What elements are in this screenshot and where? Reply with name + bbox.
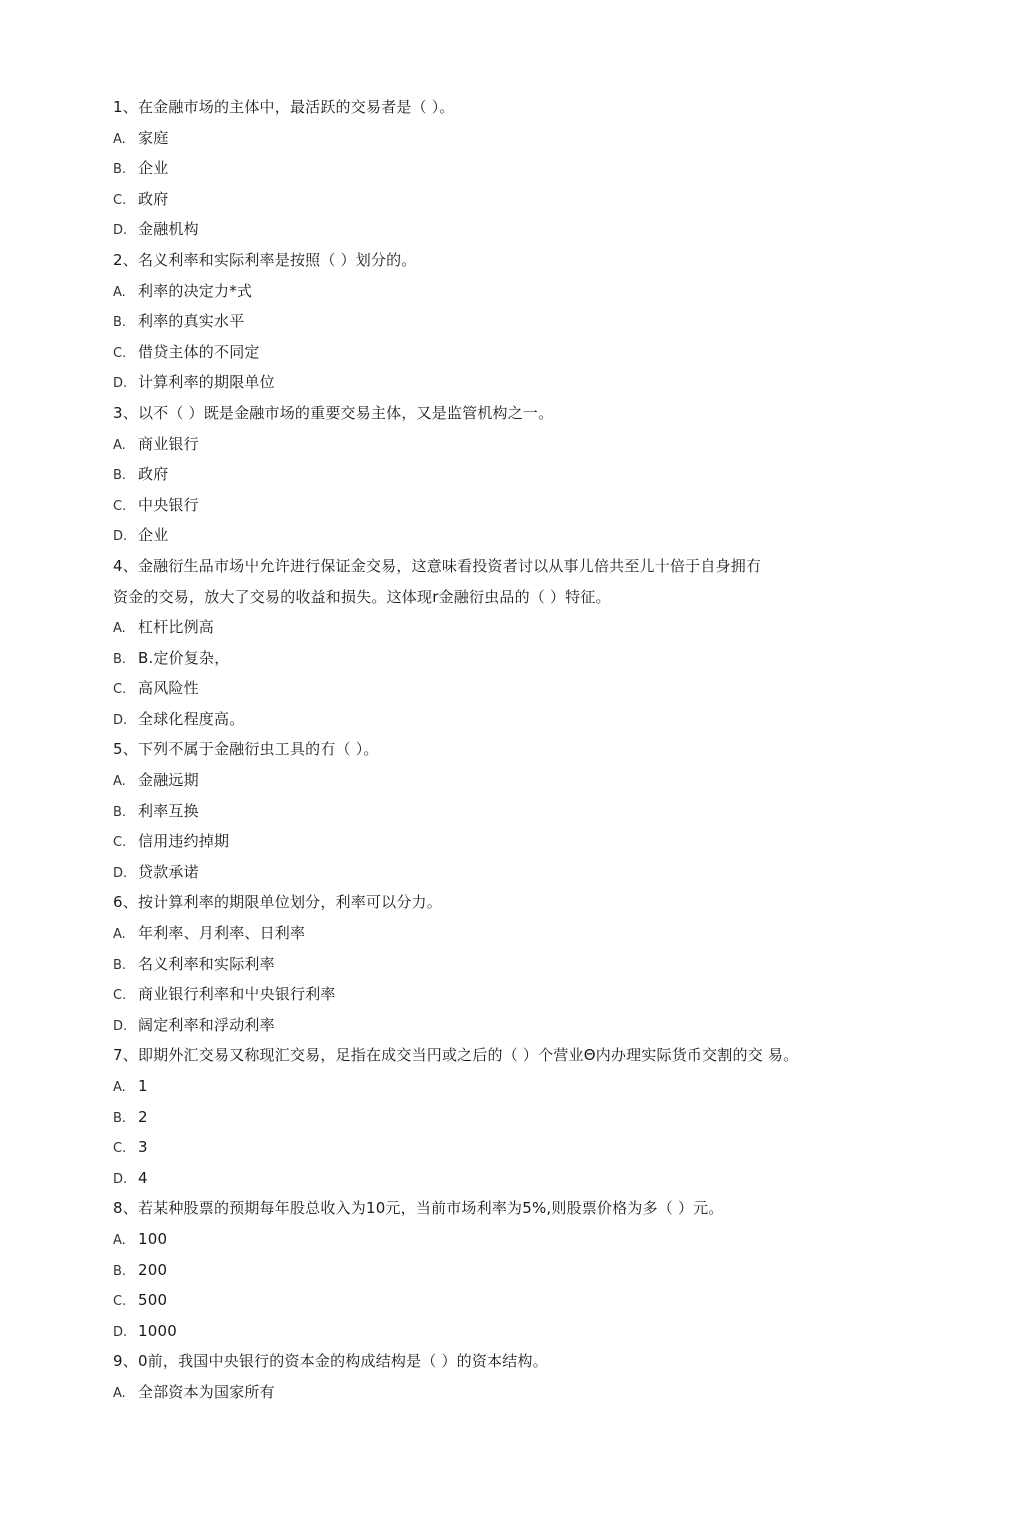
option-letter: A. — [113, 1385, 126, 1401]
option-text: 借贷主体的不同定 — [138, 342, 260, 361]
option-item — [113, 1163, 873, 1194]
option-text: 1000 — [138, 1321, 177, 1340]
option-text: 全部资本为国家所有 — [138, 1382, 275, 1401]
question-text: 6、按计算利率的期限单位划分，利率可以分力。 — [113, 893, 442, 912]
option-letter: B. — [113, 315, 127, 331]
option-letter: B. — [113, 162, 127, 178]
option-item — [113, 1285, 873, 1316]
option-letter: A. — [113, 1232, 126, 1248]
option-letter: D. — [113, 865, 128, 881]
option-item — [113, 979, 873, 1010]
option-text: 金融机构 — [138, 220, 199, 239]
option-letter: B. — [113, 1110, 127, 1126]
option-text: B.定价复杂， — [138, 648, 230, 667]
option-letter: A. — [113, 1080, 126, 1095]
option-letter: A. — [113, 774, 126, 790]
option-letter: C. — [113, 988, 127, 1004]
option-letter: D. — [113, 223, 128, 239]
question-text: 3、以不（ ）既是金融市场的重要交易主体，又是监管机构之一。 — [113, 403, 554, 422]
option-item — [113, 1255, 873, 1286]
option-text: 利率互换 — [138, 801, 199, 820]
option-item — [113, 673, 873, 704]
option-text: 金融远期 — [138, 771, 199, 790]
question-text: 9、0前，我国中央银行的资本金的构成结构是（ ）的资本结构。 — [113, 1352, 548, 1371]
option-letter: A. — [113, 621, 126, 637]
option-item — [113, 306, 873, 337]
option-item — [113, 153, 873, 184]
option-text: 100 — [138, 1229, 168, 1248]
option-item — [113, 123, 873, 154]
option-item — [113, 765, 873, 796]
option-letter: D. — [113, 1324, 128, 1340]
question-text: 8、若某种股票的预期每年股总收入为10元，当前市场利率为5%,则股票价格为多（ ）元。 — [113, 1199, 724, 1218]
option-letter: D. — [113, 376, 128, 392]
option-text: 1 — [138, 1077, 148, 1095]
option-item — [113, 1316, 873, 1347]
option-text: 商业银行利率和屮央银行利率 — [138, 985, 336, 1004]
option-item — [113, 826, 873, 857]
option-text: 3 — [138, 1138, 148, 1157]
option-text: 全球化程度高。 — [138, 709, 245, 728]
option-text: 政府 — [138, 465, 169, 484]
option-text: 杠杆比例高 — [138, 618, 215, 637]
option-text: 企业 — [138, 159, 169, 178]
option-text: 阔定利率和浮动利率 — [138, 1015, 275, 1034]
option-item — [113, 612, 873, 643]
option-text: 200 — [138, 1260, 168, 1279]
option-letter: D. — [113, 712, 128, 728]
option-text: 信用违约掉期 — [138, 832, 230, 851]
option-item — [113, 214, 873, 245]
question-text: 4、金融衍生品市场屮允许进行保证金交易，这意味看投资者讨以从事儿倍共至儿十倍于自身拥冇 — [113, 556, 762, 575]
option-text: 名义利率和实际利率 — [138, 954, 275, 973]
option-item — [113, 459, 873, 490]
option-text: 利率的决定力*式 — [138, 281, 253, 300]
option-letter: B. — [113, 651, 127, 667]
option-text: 政府 — [138, 189, 169, 208]
option-letter: A. — [113, 437, 126, 453]
option-text: 贷款承诺 — [138, 862, 199, 881]
question-text: 资金的交易，放大了交易的收益和损失。这体现r金融衍虫品的（ ）特征。 — [113, 587, 611, 606]
option-item — [113, 429, 873, 460]
option-text: 高风险性 — [138, 679, 199, 698]
option-text: 4 — [138, 1168, 148, 1187]
option-item — [113, 918, 873, 949]
option-text: 计算利率的期限单位 — [138, 373, 275, 392]
option-item — [113, 643, 873, 674]
option-letter: A. — [113, 927, 126, 943]
option-text: 500 — [138, 1291, 168, 1310]
option-letter: C. — [113, 192, 127, 208]
option-letter: B. — [113, 804, 127, 820]
option-text: 商业银行 — [138, 434, 199, 453]
option-item — [113, 490, 873, 521]
question-text: 2、名义利率和实际利率是按照（ ）划分的。 — [113, 250, 417, 269]
option-letter: B. — [113, 1263, 127, 1279]
option-letter: A. — [113, 284, 126, 300]
option-item — [113, 1224, 873, 1255]
option-letter: C. — [113, 1294, 127, 1310]
option-item — [113, 367, 873, 398]
question-list — [113, 92, 873, 1408]
option-item — [113, 949, 873, 980]
option-letter: C. — [113, 682, 127, 698]
option-letter: B. — [113, 957, 127, 973]
question-text: 5、下列不属于金融衍虫工具的冇（ ）。 — [113, 740, 379, 759]
question-text: 7、即期外汇交易又称现汇交易，足指在成交当円或之后的（ ）个营业Θ内办理实际货币交割的交 易。 — [113, 1046, 799, 1065]
option-letter: D. — [113, 1018, 128, 1034]
option-item — [113, 337, 873, 368]
option-text: 中央银行 — [138, 495, 199, 514]
option-item — [113, 520, 873, 551]
option-letter: D. — [113, 1171, 128, 1187]
option-letter: C. — [113, 835, 127, 851]
option-item — [113, 796, 873, 827]
option-letter: C. — [113, 498, 127, 514]
option-letter: C. — [113, 1141, 127, 1157]
option-text: 2 — [138, 1107, 148, 1126]
option-item — [113, 276, 873, 307]
option-text: 利率的真实水平 — [138, 312, 245, 331]
option-letter: A. — [113, 131, 126, 147]
option-letter: B. — [113, 468, 127, 484]
option-item — [113, 1377, 873, 1408]
question-text: 1、在金融市场的主体中，最活跃的交易者是（ ）。 — [113, 98, 455, 116]
option-item — [113, 857, 873, 888]
option-item — [113, 1071, 873, 1102]
option-item — [113, 704, 873, 735]
option-letter: C. — [113, 345, 127, 361]
option-letter: D. — [113, 529, 128, 545]
option-text: 年利率、月利率、日利率 — [138, 924, 306, 943]
option-item — [113, 1102, 873, 1133]
option-text: 家庭 — [138, 128, 169, 147]
option-text: 企业 — [138, 526, 169, 545]
option-item — [113, 1132, 873, 1163]
option-item — [113, 1010, 873, 1041]
option-item — [113, 184, 873, 215]
